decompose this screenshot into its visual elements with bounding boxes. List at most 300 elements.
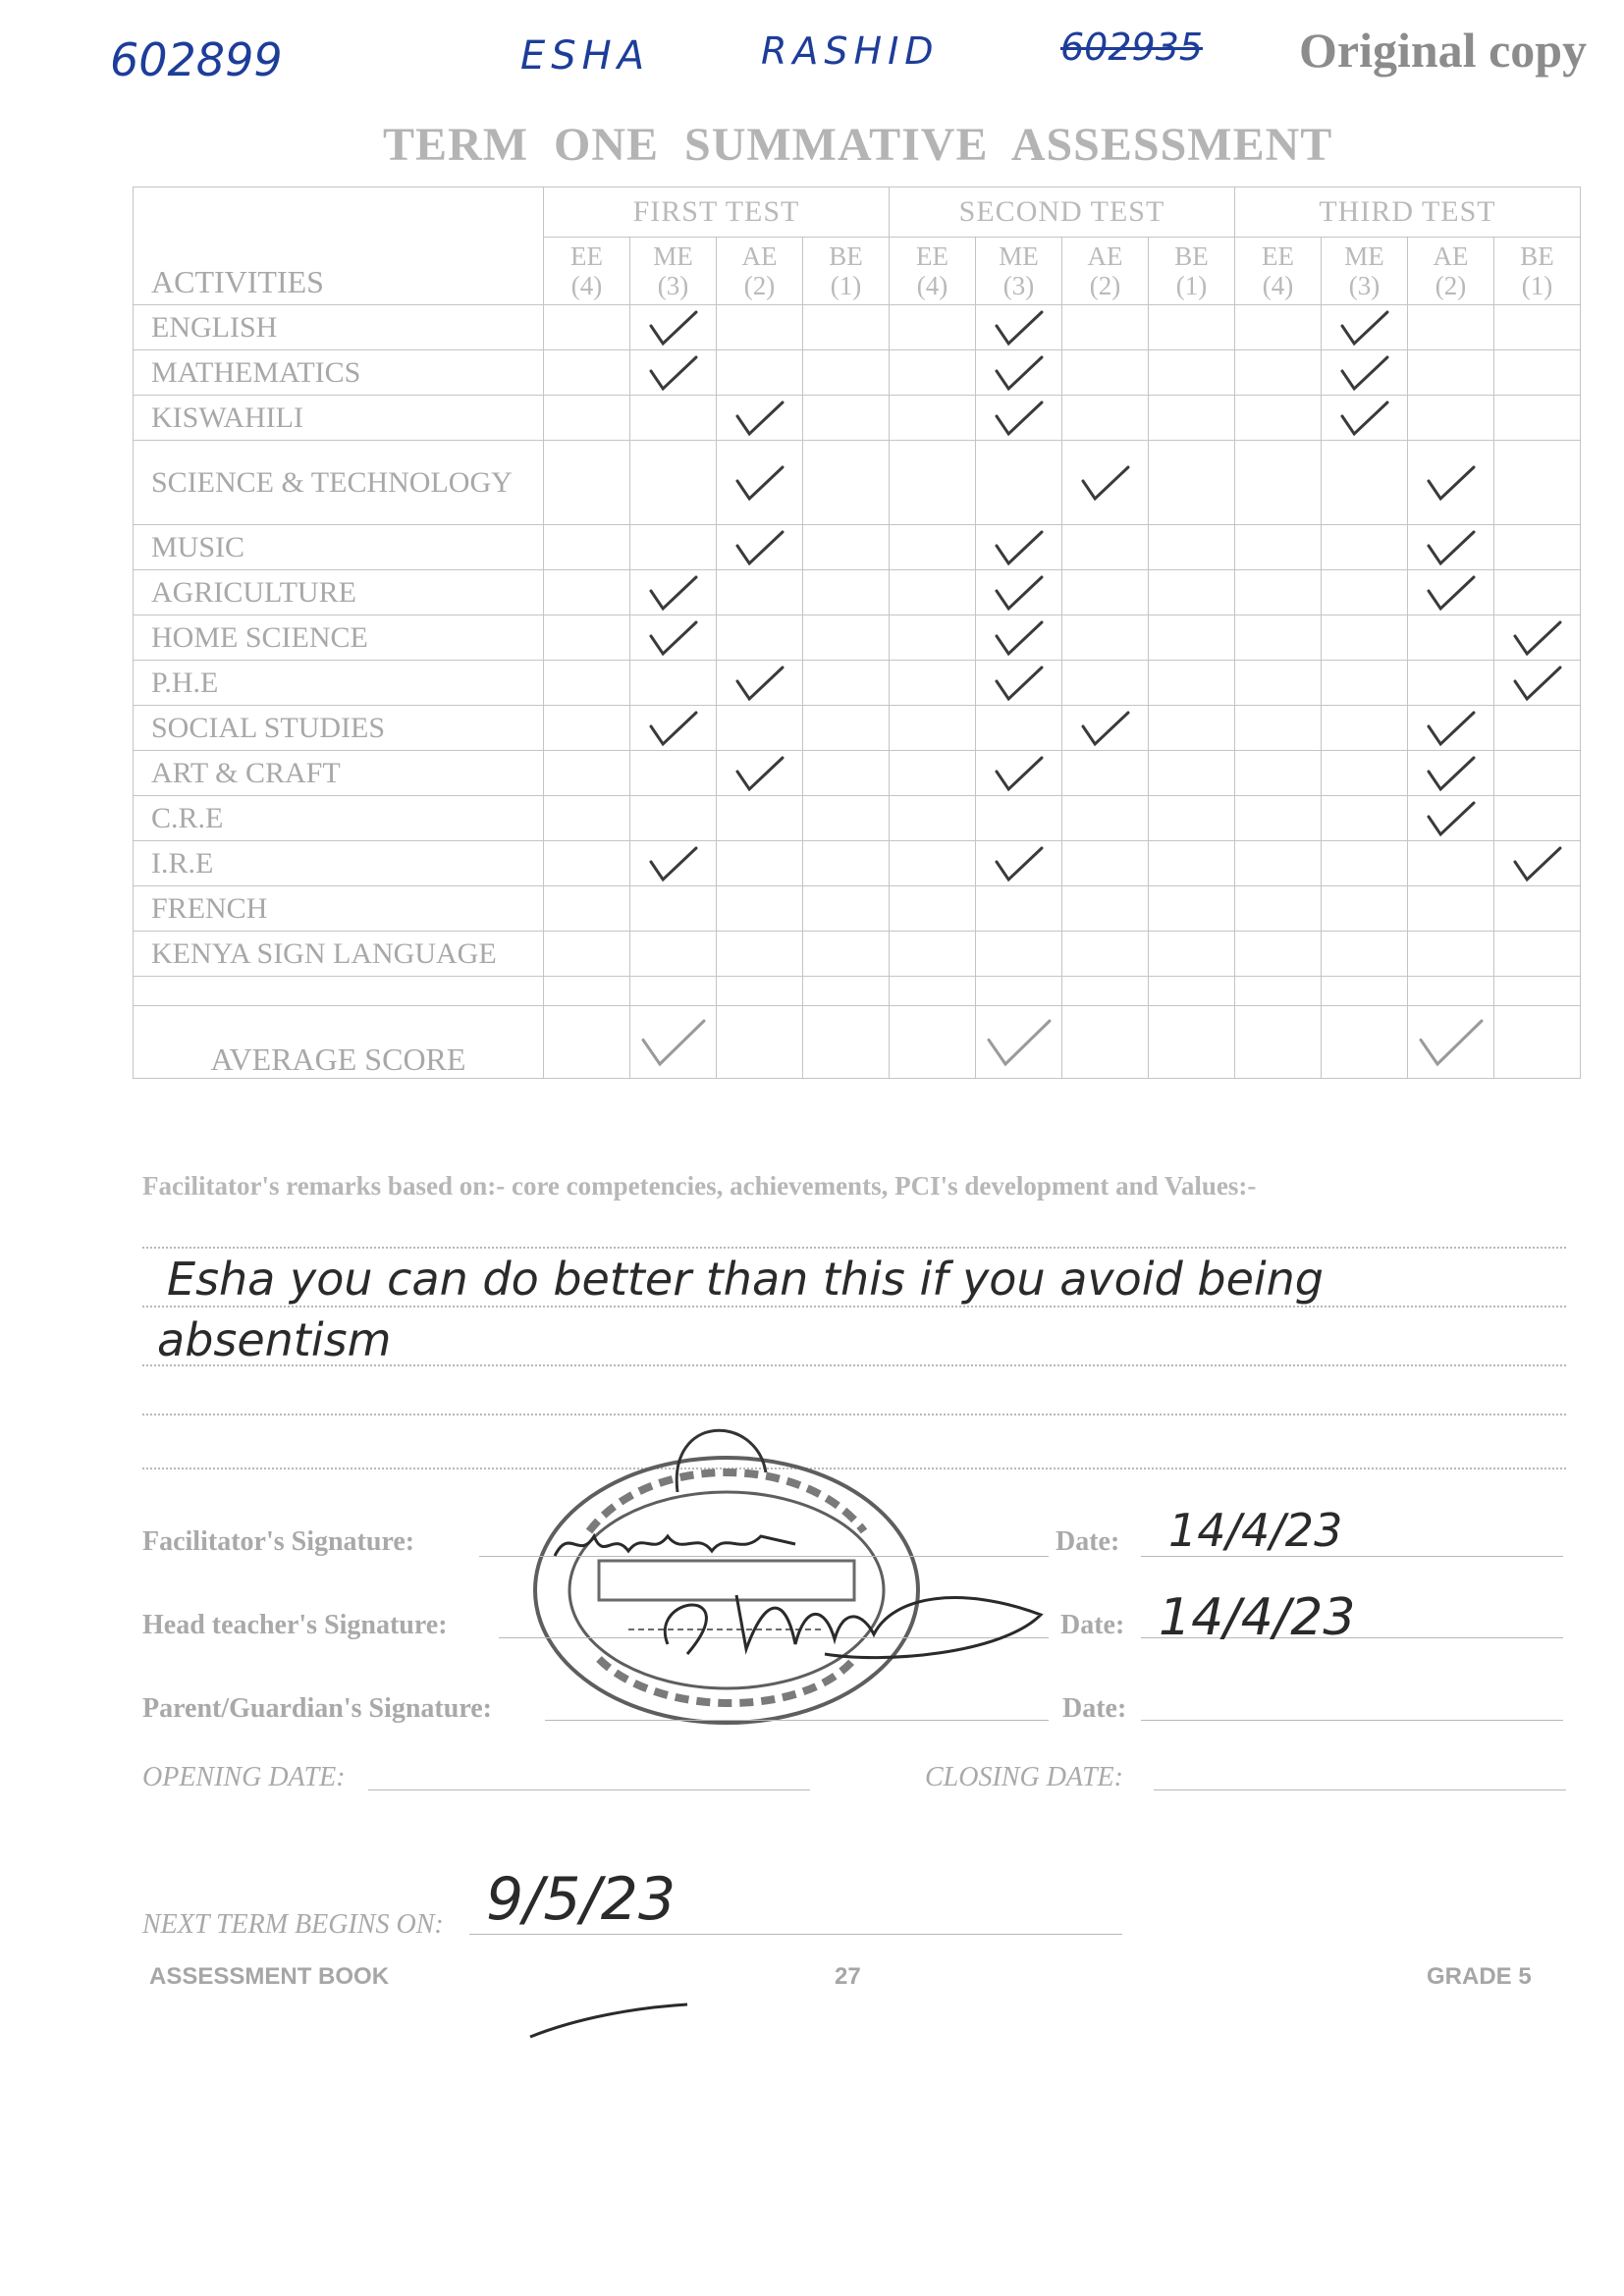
mark-cell: [803, 841, 890, 886]
mark-cell: [544, 396, 630, 441]
tick-mark-icon: [733, 754, 786, 793]
table-row: [134, 396, 1581, 441]
mark-cell: [630, 751, 717, 796]
level-points: (2): [743, 271, 776, 300]
mark-cell: [1062, 841, 1149, 886]
mark-cell: [890, 796, 976, 841]
mark-cell: [890, 525, 976, 570]
mark-cell: [1322, 396, 1408, 441]
mark-cell: [803, 886, 890, 932]
parent-signature-line: [545, 1720, 1049, 1721]
tick-mark-icon: [733, 399, 786, 438]
mark-cell: [976, 841, 1062, 886]
activity-label: ENGLISH: [134, 305, 544, 350]
mark-cell: [1062, 615, 1149, 661]
mark-cell: [1494, 706, 1581, 751]
level-code: BE: [829, 241, 863, 271]
activity-label: I.R.E: [134, 841, 544, 886]
parent-date-line: [1141, 1720, 1563, 1721]
mark-cell: [890, 751, 976, 796]
level-header-ae: [1062, 238, 1149, 305]
mark-cell: [976, 570, 1062, 615]
second-test-header: SECOND TEST: [890, 187, 1235, 238]
mark-cell: [630, 615, 717, 661]
mark-cell: [717, 751, 803, 796]
mark-cell: [1322, 977, 1408, 1006]
tick-mark-icon: [993, 528, 1046, 567]
footer-page-number: 27: [835, 1963, 861, 1990]
mark-cell: [976, 350, 1062, 396]
table-row: [134, 305, 1581, 350]
level-header-ee: [544, 238, 630, 305]
mark-cell: [803, 932, 890, 977]
table-row: [134, 615, 1581, 661]
mark-cell: [1322, 615, 1408, 661]
tick-mark-icon: [1338, 399, 1391, 438]
mark-cell: [544, 615, 630, 661]
tick-mark-icon: [647, 573, 700, 613]
level-code: ME: [653, 241, 693, 271]
mark-cell: [1322, 841, 1408, 886]
table-row: [134, 841, 1581, 886]
mark-cell: [1322, 751, 1408, 796]
head-teacher-date-value: 14/4/23: [1159, 1588, 1356, 1647]
mark-cell: [1494, 977, 1581, 1006]
mark-cell: [717, 570, 803, 615]
third-test-header: THIRD TEST: [1235, 187, 1581, 238]
mark-cell: [630, 305, 717, 350]
level-points: (4): [570, 271, 603, 300]
opening-date-line: [368, 1789, 810, 1790]
mark-cell: [976, 751, 1062, 796]
mark-cell: [1149, 350, 1235, 396]
level-code: ME: [999, 241, 1039, 271]
average-score-label: AVERAGE SCORE: [134, 1006, 544, 1079]
closing-date-label: CLOSING DATE:: [925, 1762, 1123, 1792]
mark-cell: [803, 706, 890, 751]
tick-mark-icon: [1417, 1017, 1486, 1068]
mark-cell: [890, 305, 976, 350]
mark-cell: [544, 441, 630, 525]
tick-mark-icon: [993, 844, 1046, 883]
level-header-ee: [1235, 238, 1322, 305]
mark-cell: [1408, 751, 1494, 796]
tick-mark-icon: [993, 754, 1046, 793]
level-points: (4): [916, 271, 948, 300]
mark-cell: [890, 706, 976, 751]
table-row: [134, 932, 1581, 977]
mark-cell: [1062, 886, 1149, 932]
mark-cell: [544, 977, 630, 1006]
mark-cell: [1235, 932, 1322, 977]
student-last-name: RASHID: [761, 29, 940, 73]
mark-cell: [803, 396, 890, 441]
facilitator-date-label: Date:: [1056, 1526, 1120, 1557]
opening-date-label: OPENING DATE:: [142, 1762, 346, 1792]
mark-cell: [1322, 932, 1408, 977]
mark-cell: [630, 441, 717, 525]
mark-cell: [976, 706, 1062, 751]
mark-cell: [803, 441, 890, 525]
mark-cell: [717, 932, 803, 977]
mark-cell: [544, 350, 630, 396]
mark-cell: [1494, 441, 1581, 525]
mark-cell: [717, 350, 803, 396]
table-row: [134, 525, 1581, 570]
mark-cell: [1494, 305, 1581, 350]
level-code: BE: [1174, 241, 1209, 271]
mark-cell: [544, 751, 630, 796]
mark-cell: [976, 932, 1062, 977]
table-row: [134, 706, 1581, 751]
mark-cell: [803, 661, 890, 706]
level-points: (3): [1002, 271, 1035, 300]
mark-cell: [803, 570, 890, 615]
mark-cell: [1062, 350, 1149, 396]
next-term-line: [469, 1934, 1122, 1935]
mark-cell: [1494, 886, 1581, 932]
tick-mark-icon: [985, 1017, 1054, 1068]
mark-cell: [1408, 396, 1494, 441]
level-code: EE: [1262, 241, 1294, 271]
table-row: [134, 886, 1581, 932]
footer-book-name: ASSESSMENT BOOK: [149, 1963, 390, 1990]
mark-cell: [544, 886, 630, 932]
mark-cell: [976, 441, 1062, 525]
mark-cell: [630, 396, 717, 441]
mark-cell: [1322, 886, 1408, 932]
mark-cell: [1322, 661, 1408, 706]
head-teacher-signature-label: Head teacher's Signature:: [142, 1610, 448, 1640]
mark-cell: [890, 396, 976, 441]
table-row: [134, 977, 1581, 1006]
facilitator-date-value: 14/4/23: [1168, 1504, 1343, 1557]
facilitator-signature-label: Facilitator's Signature:: [142, 1526, 415, 1557]
level-code: AE: [1087, 241, 1123, 271]
tick-mark-icon: [647, 618, 700, 658]
mark-cell: [1235, 977, 1322, 1006]
activity-label: KISWAHILI: [134, 396, 544, 441]
tick-mark-icon: [647, 844, 700, 883]
activity-label: KENYA SIGN LANGUAGE: [134, 932, 544, 977]
mark-cell: [717, 525, 803, 570]
mark-cell: [890, 350, 976, 396]
average-score-row: [134, 1006, 1581, 1079]
remarks-prompt: Facilitator's remarks based on:- core competencies, achievements, PCI's development and Values:-: [142, 1171, 1257, 1201]
mark-cell: [1408, 350, 1494, 396]
mark-cell: [544, 525, 630, 570]
mark-cell: [717, 841, 803, 886]
pen-stroke-mark: [520, 1993, 697, 2042]
mark-cell: [630, 886, 717, 932]
level-header-ae: [1408, 238, 1494, 305]
mark-cell: [803, 350, 890, 396]
mark-cell: [803, 615, 890, 661]
mark-cell: [1235, 841, 1322, 886]
table-row: [134, 751, 1581, 796]
parent-signature-label: Parent/Guardian's Signature:: [142, 1693, 493, 1724]
remark-handwriting-line-1: Esha you can do better than this if you avoid being: [167, 1253, 1325, 1306]
mark-cell: [1408, 886, 1494, 932]
average-mark-cell: [803, 1006, 890, 1079]
mark-cell: [1149, 396, 1235, 441]
mark-cell: [717, 661, 803, 706]
student-first-name: ESHA: [520, 33, 651, 79]
mark-cell: [1408, 977, 1494, 1006]
mark-cell: [1235, 305, 1322, 350]
mark-cell: [717, 305, 803, 350]
level-points: (3): [1348, 271, 1380, 300]
mark-cell: [1235, 570, 1322, 615]
mark-cell: [1062, 661, 1149, 706]
mark-cell: [890, 932, 976, 977]
mark-cell: [1494, 396, 1581, 441]
activity-label: AGRICULTURE: [134, 570, 544, 615]
mark-cell: [890, 441, 976, 525]
tick-mark-icon: [1425, 463, 1478, 503]
activity-label: SCIENCE & TECHNOLOGY: [134, 441, 544, 525]
mark-cell: [1408, 661, 1494, 706]
level-header-be: [803, 238, 890, 305]
remarks-rule-1: [142, 1247, 1566, 1249]
mark-cell: [976, 615, 1062, 661]
tick-mark-icon: [993, 308, 1046, 347]
mark-cell: [1149, 932, 1235, 977]
tick-mark-icon: [733, 528, 786, 567]
mark-cell: [1149, 796, 1235, 841]
next-term-label: NEXT TERM BEGINS ON:: [142, 1909, 444, 1940]
mark-cell: [1322, 305, 1408, 350]
mark-cell: [1062, 525, 1149, 570]
mark-cell: [1149, 441, 1235, 525]
head-teacher-signature-scribble: [628, 1556, 1080, 1664]
activity-label: MATHEMATICS: [134, 350, 544, 396]
tick-mark-icon: [1079, 463, 1132, 503]
level-points: (3): [657, 271, 689, 300]
activity-label: FRENCH: [134, 886, 544, 932]
average-mark-cell: [630, 1006, 717, 1079]
table-row: [134, 796, 1581, 841]
remark-handwriting-line-2: absentism: [157, 1313, 392, 1366]
mark-cell: [1235, 525, 1322, 570]
mark-cell: [1408, 305, 1494, 350]
tick-mark-icon: [1425, 573, 1478, 613]
level-points: (4): [1262, 271, 1294, 300]
mark-cell: [1235, 886, 1322, 932]
average-mark-cell: [1235, 1006, 1322, 1079]
table-row: [134, 350, 1581, 396]
mark-cell: [976, 886, 1062, 932]
mark-cell: [1149, 886, 1235, 932]
mark-cell: [1322, 796, 1408, 841]
mark-cell: [717, 977, 803, 1006]
original-copy-label: Original copy: [1299, 23, 1588, 78]
mark-cell: [1149, 841, 1235, 886]
mark-cell: [717, 886, 803, 932]
assessment-table: [133, 187, 1581, 1079]
mark-cell: [1235, 661, 1322, 706]
mark-cell: [1494, 841, 1581, 886]
mark-cell: [1408, 796, 1494, 841]
tick-mark-icon: [993, 353, 1046, 393]
tick-mark-icon: [1425, 709, 1478, 748]
tick-mark-icon: [647, 308, 700, 347]
mark-cell: [630, 977, 717, 1006]
activity-label: [134, 977, 544, 1006]
mark-cell: [1235, 796, 1322, 841]
mark-cell: [630, 706, 717, 751]
tick-mark-icon: [1511, 664, 1564, 703]
mark-cell: [1235, 751, 1322, 796]
activity-label: MUSIC: [134, 525, 544, 570]
mark-cell: [717, 615, 803, 661]
mark-cell: [1494, 570, 1581, 615]
mark-cell: [890, 841, 976, 886]
parent-date-label: Date:: [1062, 1693, 1127, 1724]
mark-cell: [717, 796, 803, 841]
mark-cell: [1494, 661, 1581, 706]
mark-cell: [1408, 525, 1494, 570]
mark-cell: [1494, 525, 1581, 570]
tick-mark-icon: [1079, 709, 1132, 748]
mark-cell: [1149, 751, 1235, 796]
average-mark-cell: [1322, 1006, 1408, 1079]
tick-mark-icon: [993, 618, 1046, 658]
average-mark-cell: [1408, 1006, 1494, 1079]
mark-cell: [1408, 841, 1494, 886]
average-mark-cell: [717, 1006, 803, 1079]
mark-cell: [1322, 525, 1408, 570]
tick-mark-icon: [1425, 528, 1478, 567]
average-mark-cell: [976, 1006, 1062, 1079]
page-title: TERM ONE SUMMATIVE ASSESSMENT: [383, 119, 1333, 171]
average-mark-cell: [890, 1006, 976, 1079]
mark-cell: [976, 977, 1062, 1006]
mark-cell: [1408, 932, 1494, 977]
mark-cell: [1494, 350, 1581, 396]
table-row: [134, 441, 1581, 525]
activity-label: ART & CRAFT: [134, 751, 544, 796]
mark-cell: [1062, 441, 1149, 525]
mark-cell: [803, 525, 890, 570]
mark-cell: [1149, 525, 1235, 570]
activities-header: ACTIVITIES: [134, 187, 544, 305]
level-header-me: [630, 238, 717, 305]
level-points: (1): [830, 271, 862, 300]
average-mark-cell: [1149, 1006, 1235, 1079]
tick-mark-icon: [993, 664, 1046, 703]
mark-cell: [1322, 441, 1408, 525]
mark-cell: [803, 751, 890, 796]
mark-cell: [630, 350, 717, 396]
mark-cell: [630, 841, 717, 886]
mark-cell: [1322, 350, 1408, 396]
mark-cell: [1235, 615, 1322, 661]
level-code: BE: [1520, 241, 1554, 271]
mark-cell: [1235, 441, 1322, 525]
mark-cell: [544, 570, 630, 615]
level-code: EE: [916, 241, 948, 271]
mark-cell: [630, 525, 717, 570]
level-points: (2): [1435, 271, 1467, 300]
mark-cell: [1062, 706, 1149, 751]
level-code: EE: [570, 241, 603, 271]
mark-cell: [1494, 796, 1581, 841]
average-mark-cell: [1494, 1006, 1581, 1079]
mark-cell: [1494, 932, 1581, 977]
mark-cell: [1322, 570, 1408, 615]
mark-cell: [890, 661, 976, 706]
mark-cell: [803, 305, 890, 350]
mark-cell: [544, 706, 630, 751]
level-header-be: [1149, 238, 1235, 305]
table-row: [134, 570, 1581, 615]
tick-mark-icon: [733, 463, 786, 503]
mark-cell: [976, 305, 1062, 350]
mark-cell: [717, 706, 803, 751]
mark-cell: [1149, 570, 1235, 615]
mark-cell: [630, 932, 717, 977]
mark-cell: [976, 525, 1062, 570]
closing-date-line: [1154, 1789, 1566, 1790]
mark-cell: [890, 886, 976, 932]
remarks-rule-2: [142, 1306, 1566, 1308]
first-test-header: FIRST TEST: [544, 187, 890, 238]
mark-cell: [976, 396, 1062, 441]
mark-cell: [1149, 615, 1235, 661]
mark-cell: [1235, 706, 1322, 751]
tick-mark-icon: [1425, 754, 1478, 793]
mark-cell: [1235, 350, 1322, 396]
mark-cell: [630, 661, 717, 706]
mark-cell: [1062, 796, 1149, 841]
mark-cell: [1322, 706, 1408, 751]
mark-cell: [890, 977, 976, 1006]
activity-label: SOCIAL STUDIES: [134, 706, 544, 751]
mark-cell: [1494, 615, 1581, 661]
handwritten-student-number: 602899: [110, 33, 283, 86]
mark-cell: [630, 570, 717, 615]
mark-cell: [890, 570, 976, 615]
tick-mark-icon: [647, 709, 700, 748]
mark-cell: [1494, 751, 1581, 796]
mark-cell: [1149, 977, 1235, 1006]
activity-label: C.R.E: [134, 796, 544, 841]
mark-cell: [544, 932, 630, 977]
average-mark-cell: [544, 1006, 630, 1079]
table-row: [134, 661, 1581, 706]
mark-cell: [1408, 441, 1494, 525]
tick-mark-icon: [993, 573, 1046, 613]
tick-mark-icon: [993, 399, 1046, 438]
mark-cell: [1062, 977, 1149, 1006]
level-points: (2): [1089, 271, 1121, 300]
level-header-me: [1322, 238, 1408, 305]
average-mark-cell: [1062, 1006, 1149, 1079]
mark-cell: [1235, 396, 1322, 441]
mark-cell: [544, 841, 630, 886]
mark-cell: [1149, 706, 1235, 751]
mark-cell: [717, 441, 803, 525]
level-code: AE: [741, 241, 778, 271]
tick-mark-icon: [639, 1017, 708, 1068]
activity-label: HOME SCIENCE: [134, 615, 544, 661]
level-header-be: [1494, 238, 1581, 305]
mark-cell: [803, 977, 890, 1006]
tick-mark-icon: [1511, 844, 1564, 883]
mark-cell: [803, 796, 890, 841]
mark-cell: [1062, 751, 1149, 796]
